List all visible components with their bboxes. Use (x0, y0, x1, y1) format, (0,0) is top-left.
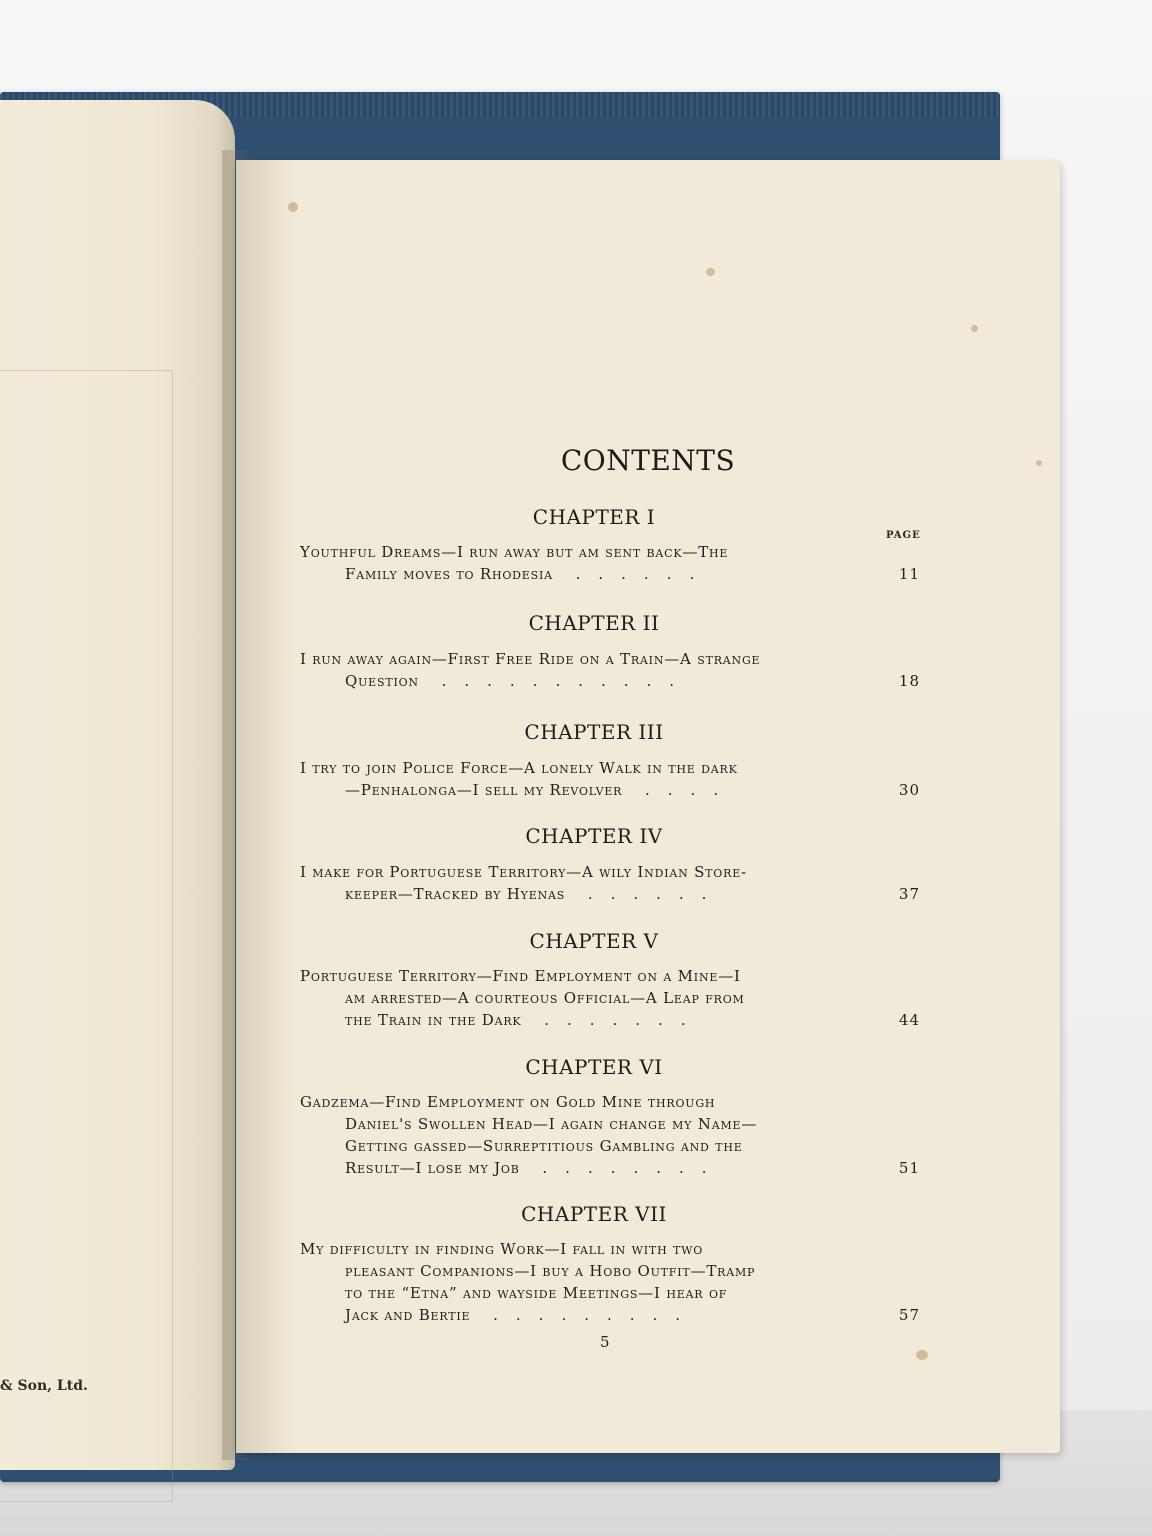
chapter-heading: CHAPTER II (528, 611, 660, 635)
entry-line: the Train in the Dark (345, 1011, 522, 1029)
chapter-heading: CHAPTER III (524, 720, 664, 744)
chapter-entry (300, 861, 920, 905)
page-reference: 51 (898, 1159, 920, 1177)
page-reference: 37 (898, 885, 920, 903)
chapter-entry (300, 757, 920, 801)
entry-line: Jack and Bertie (345, 1306, 471, 1324)
dot-leaders: .... (622, 781, 737, 799)
entry-line: keeper—Tracked by Hyenas (345, 885, 566, 903)
entry-line: Family moves to Rhodesia (345, 565, 553, 583)
entry-line: My difficulty in finding Work—I fall in with two (300, 1240, 704, 1258)
entry-last-line (300, 1304, 920, 1326)
dot-leaders: ........ (519, 1159, 725, 1177)
entry-line: Daniel's Swollen Head—I again change my Name— (345, 1115, 758, 1133)
entry-last-line (300, 670, 920, 692)
entry-line: to the “Etna” and wayside Meetings—I hear of (345, 1284, 728, 1302)
entry-line: I make for Portuguese Territory—A wily Indian Store- (300, 863, 747, 881)
foxing-spot (971, 325, 978, 332)
entry-line: Result—I lose my Job (345, 1159, 520, 1177)
entry-last-line (300, 563, 920, 585)
page-number: 5 (600, 1333, 610, 1351)
chapter-heading: CHAPTER IV (525, 824, 663, 848)
page-reference: 18 (898, 672, 920, 690)
entry-line: I try to join Police Force—A lonely Walk in the dark (300, 759, 738, 777)
foxing-spot (916, 1350, 928, 1360)
page-reference: 30 (898, 781, 920, 799)
foxing-spot (288, 202, 298, 212)
chapter-entry (300, 1238, 920, 1326)
entry-line: pleasant Companions—I buy a Hobo Outfit—Tramp (345, 1262, 756, 1280)
publisher-imprint: & Son, Ltd. (0, 1378, 88, 1394)
entry-last-line (300, 883, 920, 905)
entry-line: I run away again—First Free Ride on a Train—A strange (300, 650, 761, 668)
chapter-entry (300, 1091, 920, 1179)
entry-last-line (300, 1157, 920, 1179)
left-page (0, 100, 235, 1470)
dot-leaders: ...... (552, 565, 713, 583)
entry-line: am arrested—A courteous Official—A Leap from (345, 989, 745, 1007)
entry-line: Youthful Dreams—I run away but am sent back—The (300, 543, 729, 561)
chapter-entry (300, 965, 920, 1031)
entry-line: Gadzema—Find Employment on Gold Mine through (300, 1093, 716, 1111)
dot-leaders: ...... (565, 885, 725, 903)
entry-last-line (300, 779, 920, 801)
contents-title: CONTENTS (560, 444, 736, 477)
foxing-spot (706, 268, 715, 276)
dot-leaders: ......... (470, 1306, 699, 1324)
page-reference: 44 (898, 1011, 920, 1029)
chapter-heading: CHAPTER I (532, 505, 656, 529)
page-column-label: PAGE (886, 530, 921, 541)
dot-leaders: ....... (521, 1011, 704, 1029)
page-reference: 11 (898, 565, 920, 583)
entry-line: Question (345, 672, 419, 690)
chapter-entry (300, 541, 920, 585)
left-page-frame-rule (0, 370, 173, 1502)
chapter-heading: CHAPTER VII (521, 1202, 667, 1226)
entry-line: Portuguese Territory—Find Employment on a Mine—I (300, 967, 741, 985)
chapter-heading: CHAPTER VI (525, 1055, 663, 1079)
entry-last-line (300, 1009, 920, 1031)
entry-line: —Penhalonga—I sell my Revolver (345, 781, 623, 799)
dot-leaders: ........... (418, 672, 693, 690)
chapter-entry (300, 648, 920, 692)
entry-line: Getting gassed—Surreptitious Gambling and the (345, 1137, 743, 1155)
page-reference: 57 (898, 1306, 920, 1324)
chapter-heading: CHAPTER V (529, 929, 659, 953)
